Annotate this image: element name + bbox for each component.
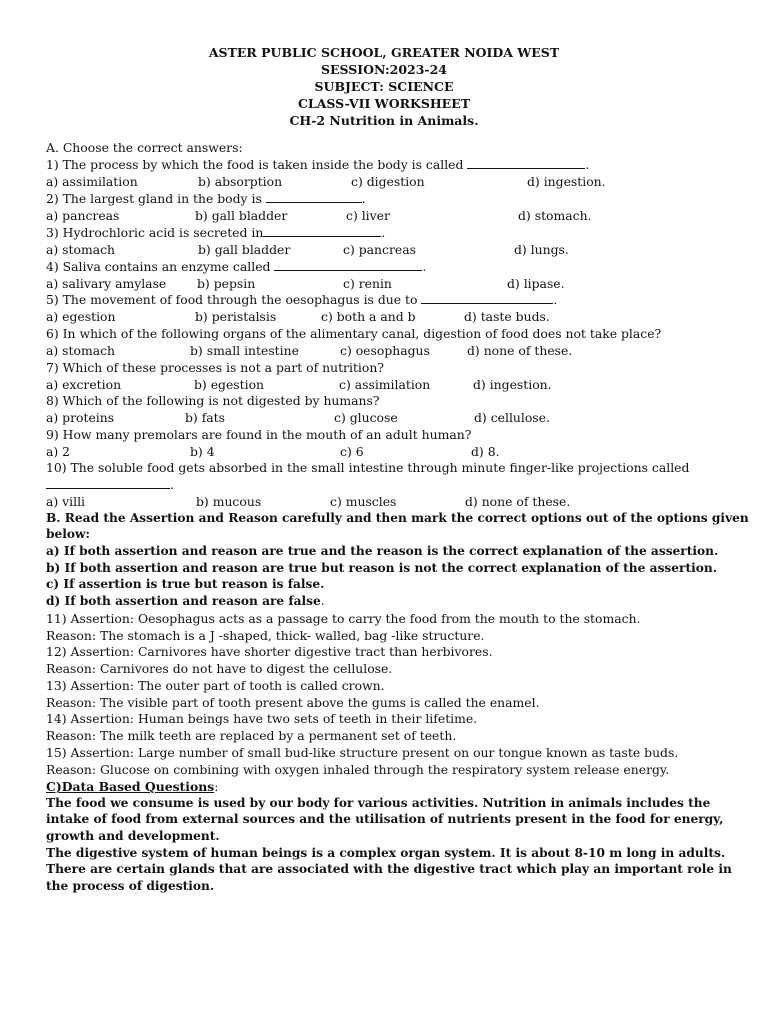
option-a: a) 2 xyxy=(46,444,71,459)
question-7: 7) Which of these processes is not a part of nutrition? xyxy=(46,360,384,375)
option-c: c) oesophagus xyxy=(340,343,430,358)
option-d: d) lungs. xyxy=(514,242,569,257)
reason-13: Reason: The visible part of tooth present above the gums is called the enamel. xyxy=(46,695,540,710)
option-a: a) egestion xyxy=(46,309,116,324)
question-6: 6) In which of the following organs of the alimentary canal, digestion of food does not take place? xyxy=(46,326,662,341)
option-c: c) renin xyxy=(343,276,392,291)
choice-c: c) If assertion is true but reason is false. xyxy=(46,577,325,591)
question-3: 3) Hydrochloric acid is secreted in . xyxy=(46,225,386,240)
option-d: d) cellulose. xyxy=(474,410,550,425)
option-d: d) ingestion. xyxy=(527,174,606,189)
para1-line1: The food we consume is used by our body for various activities. Nutrition in animals includes the xyxy=(46,796,711,810)
option-a: a) proteins xyxy=(46,410,115,425)
question-text: 4) Saliva contains an enzyme called xyxy=(46,259,271,274)
school-name: ASTER PUBLIC SCHOOL, GREATER NOIDA WEST xyxy=(208,45,560,60)
answer-blank xyxy=(266,190,362,203)
question-10-blank-line: . xyxy=(46,476,174,493)
section-b-title-line1: B. Read the Assertion and Reason carefully and then mark the correct options out of the options given xyxy=(46,511,749,525)
assertion-13: 13) Assertion: The outer part of tooth is called crown. xyxy=(46,678,385,693)
question-text: 3) Hydrochloric acid is secreted in xyxy=(46,225,264,240)
option-c: c) 6 xyxy=(340,444,364,459)
option-b: b) small intestine xyxy=(190,343,299,358)
option-a: a) salivary amylase xyxy=(46,276,167,291)
para2-line3: the process of digestion. xyxy=(46,879,215,893)
para1-line3: growth and development. xyxy=(46,829,220,843)
question-5: 5) The movement of food through the oesophagus is due to . xyxy=(46,292,558,307)
chapter-title: CH-2 Nutrition in Animals. xyxy=(289,113,479,128)
option-b: b) egestion xyxy=(194,377,265,392)
option-d: d) 8. xyxy=(471,444,500,459)
option-b: b) absorption xyxy=(198,174,283,189)
section-c-title: C)Data Based Questions: xyxy=(46,779,219,794)
question-10: 10) The soluble food gets absorbed in the small intestine through minute finger-like projections called xyxy=(46,460,690,475)
question-1: 1) The process by which the food is taken inside the body is called . xyxy=(46,157,590,172)
class-worksheet: CLASS-VII WORKSHEET xyxy=(297,96,471,111)
question-9: 9) How many premolars are found in the mouth of an adult human? xyxy=(46,427,472,442)
option-d: d) none of these. xyxy=(467,343,573,358)
option-d: d) taste buds. xyxy=(464,309,550,324)
option-a: a) excretion xyxy=(46,377,122,392)
option-b: b) fats xyxy=(185,410,226,425)
option-d: d) stomach. xyxy=(518,208,592,223)
option-b: b) pepsin xyxy=(197,276,256,291)
option-b: b) mucous xyxy=(196,494,262,509)
para2-line2: There are certain glands that are associated with the digestive tract which play an important role in xyxy=(46,862,732,876)
option-b: b) peristalsis xyxy=(195,309,277,324)
section-a-title: A. Choose the correct answers: xyxy=(46,140,243,155)
option-a: a) stomach xyxy=(46,343,116,358)
option-c: c) digestion xyxy=(351,174,425,189)
answer-blank xyxy=(421,291,553,304)
assertion-12: 12) Assertion: Carnivores have shorter digestive tract than herbivores. xyxy=(46,644,493,659)
choice-d: d) If both assertion and reason are false. xyxy=(46,594,325,608)
option-d: d) none of these. xyxy=(465,494,571,509)
question-4: 4) Saliva contains an enzyme called . xyxy=(46,259,427,274)
option-a: a) assimilation xyxy=(46,174,138,189)
option-d: d) ingestion. xyxy=(473,377,552,392)
para2-line1: The digestive system of human beings is a complex organ system. It is about 8-10 m long in adults. xyxy=(46,846,726,860)
option-b: b) gall bladder xyxy=(195,208,288,223)
option-c: c) both a and b xyxy=(321,309,416,324)
option-c: c) liver xyxy=(346,208,390,223)
option-b: b) gall bladder xyxy=(198,242,291,257)
option-c: c) assimilation xyxy=(339,377,431,392)
answer-blank xyxy=(274,258,422,271)
answer-blank xyxy=(263,224,381,237)
question-2: 2) The largest gland in the body is . xyxy=(46,191,366,206)
option-d: d) lipase. xyxy=(507,276,565,291)
assertion-14: 14) Assertion: Human beings have two sets of teeth in their lifetime. xyxy=(46,711,478,726)
question-text: 2) The largest gland in the body is xyxy=(46,191,262,206)
question-text: 1) The process by which the food is taken inside the body is called xyxy=(46,157,464,172)
option-a: a) villi xyxy=(46,494,86,509)
assertion-15: 15) Assertion: Large number of small bud-like structure present on our tongue known as taste buds. xyxy=(46,745,679,760)
option-c: c) muscles xyxy=(330,494,397,509)
reason-15: Reason: Glucose on combining with oxygen inhaled through the respiratory system release energy. xyxy=(46,762,670,777)
question-8: 8) Which of the following is not digested by humans? xyxy=(46,393,380,408)
subject: SUBJECT: SCIENCE xyxy=(314,79,454,94)
reason-11: Reason: The stomach is a J -shaped, thick- walled, bag -like structure. xyxy=(46,628,485,643)
reason-12: Reason: Carnivores do not have to digest the cellulose. xyxy=(46,661,393,676)
option-b: b) 4 xyxy=(190,444,215,459)
session: SESSION:2023-24 xyxy=(320,62,448,77)
option-c: c) glucose xyxy=(334,410,398,425)
assertion-11: 11) Assertion: Oesophagus acts as a passage to carry the food from the mouth to the stomach. xyxy=(46,611,641,626)
option-c: c) pancreas xyxy=(343,242,416,257)
para1-line2: intake of food from external sources and the utilisation of nutrients present in the food for energy, xyxy=(46,812,724,826)
option-a: a) stomach xyxy=(46,242,116,257)
option-a: a) pancreas xyxy=(46,208,120,223)
reason-14: Reason: The milk teeth are replaced by a permanent set of teeth. xyxy=(46,728,457,743)
answer-blank xyxy=(46,476,170,489)
choice-a: a) If both assertion and reason are true and the reason is the correct explanation of the assertion. xyxy=(46,544,719,558)
answer-blank xyxy=(467,156,585,169)
section-b-title-line2: below: xyxy=(46,527,91,541)
question-text: 5) The movement of food through the oesophagus is due to xyxy=(46,292,418,307)
choice-b: b) If both assertion and reason are true but reason is not the correct explanation of the assertion. xyxy=(46,561,717,575)
